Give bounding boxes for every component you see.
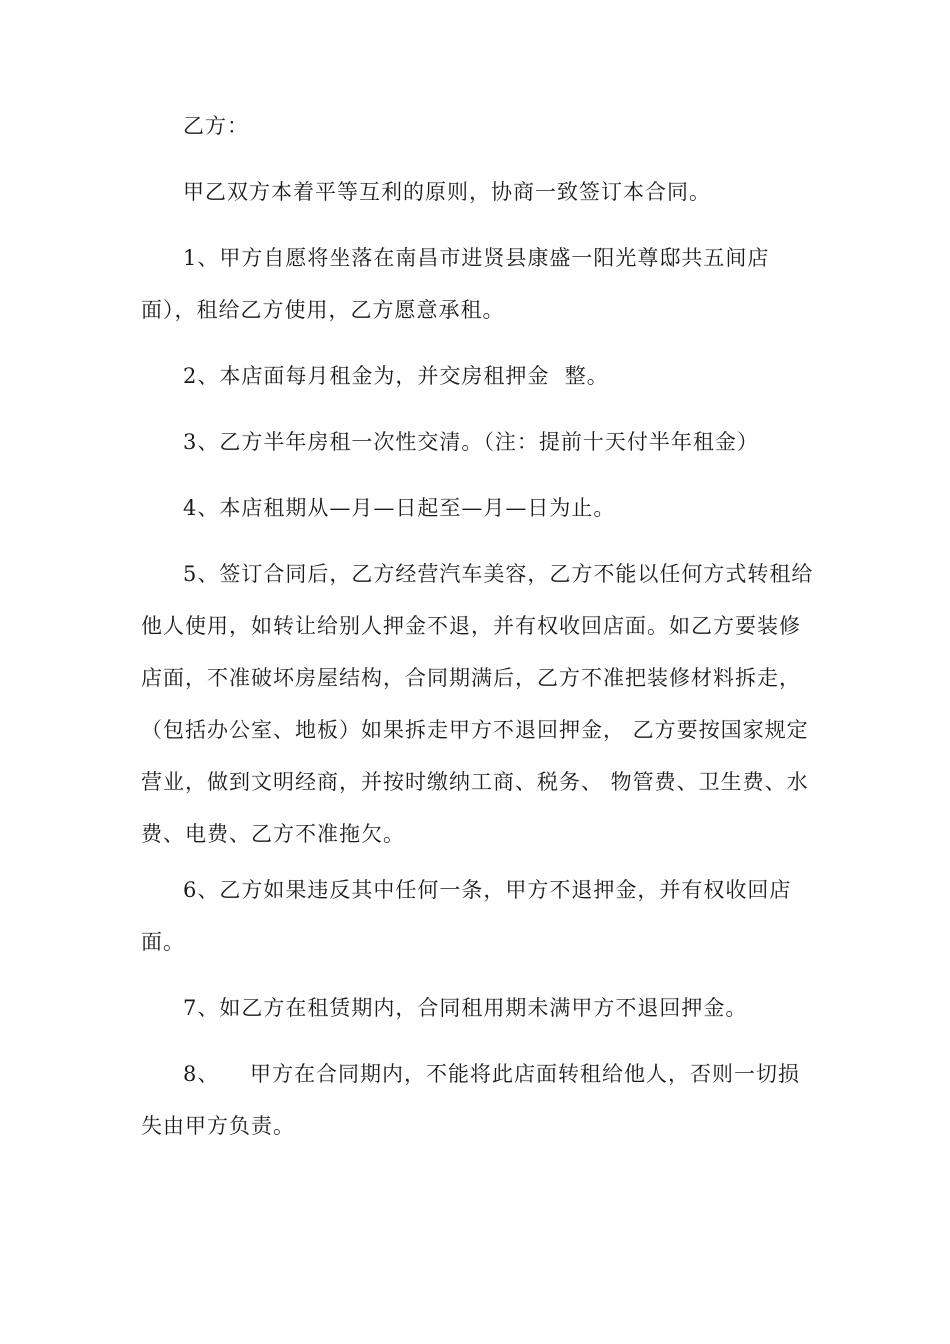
paragraph-text: 4、本店租期从—月—日起至—月—日为止。: [183, 496, 616, 520]
paragraph-clause-7: [141, 982, 821, 1034]
paragraph-clause-3: [141, 416, 821, 468]
paragraph-text: 2、本店面每月租金为，并交房租押金 整。: [183, 364, 609, 388]
paragraph-clause-8: [141, 1048, 821, 1152]
paragraph-text: 甲乙双方本着平等互利的原则，协商一致签订本合同。: [183, 180, 711, 204]
paragraph-text: 5、签订合同后，乙方经营汽车美容，乙方不能以任何方式转租给他人使用，如转让给别人押金不退，并有权收回店面。如乙方要装修店面，不准破坏房屋结构，合同期满后，乙方不准把装修材料拆走，（包括办公室、地板）如果拆走甲方不退回押金， 乙方要按国家规定营业，做到文明经商，并按时缴纳工商、税务、 物管费、卫生费、水费、电费、乙方不准拖欠。: [141, 562, 814, 846]
paragraph-preamble: [141, 166, 821, 218]
paragraph-clause-5: [141, 548, 821, 860]
paragraph-clause-2: [141, 350, 821, 402]
paragraph-text: 7、如乙方在租赁期内，合同租用期未满甲方不退回押金。: [183, 996, 748, 1020]
paragraph-text: 乙方：: [183, 114, 249, 138]
paragraph-clause-6: [141, 864, 821, 968]
paragraph-clause-4: [141, 482, 821, 534]
paragraph-text: 8、 甲方在合同期内，不能将此店面转租给他人，否则一切损失由甲方负责。: [141, 1062, 801, 1138]
paragraph-text: 1、甲方自愿将坐落在南昌市进贤县康盛一阳光尊邸共五间店面），租给乙方使用，乙方愿意承租。: [141, 246, 770, 322]
paragraph-text: 6、乙方如果违反其中任何一条，甲方不退押金，并有权收回店面。: [141, 878, 792, 954]
paragraph-text: 3、乙方半年房租一次性交清。（注：提前十天付半年租金）: [183, 430, 759, 454]
paragraph-party-b: [141, 100, 821, 152]
paragraph-clause-1: [141, 232, 821, 336]
